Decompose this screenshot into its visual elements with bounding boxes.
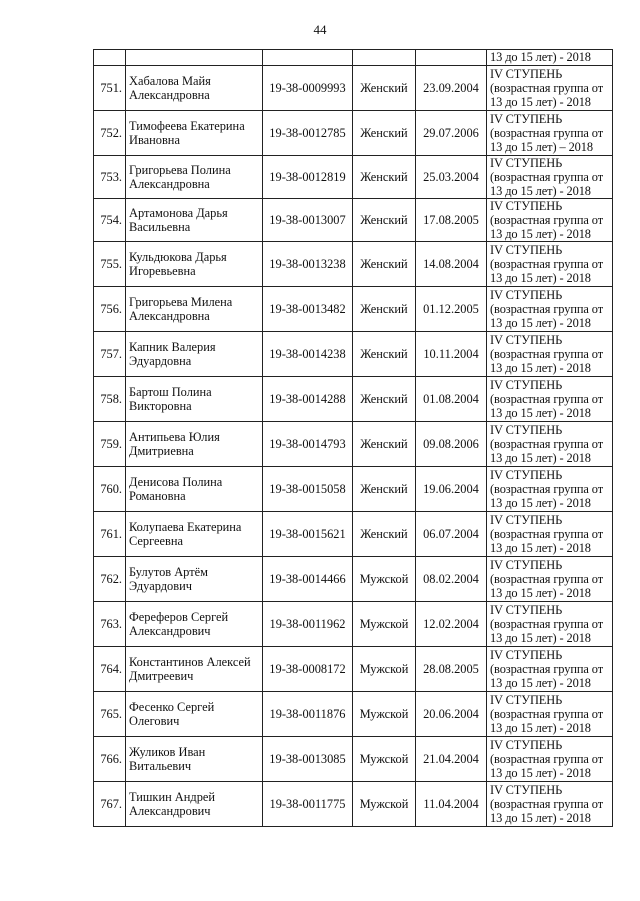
stage-line: IV СТУПЕНЬ <box>490 112 563 126</box>
cell-num: 761. <box>94 512 126 557</box>
stage-line: (возрастная группа от <box>490 437 604 451</box>
table-row <box>94 66 613 111</box>
cell-name: Капник Валерия Эдуардовна <box>126 332 263 377</box>
cell-sex: Женский <box>353 287 416 332</box>
cell-sex: Женский <box>353 111 416 156</box>
stage-line: IV СТУПЕНЬ <box>490 199 563 213</box>
cell-id: 19-38-0015621 <box>263 512 353 557</box>
cell-sex: Женский <box>353 156 416 199</box>
stage-line: IV СТУПЕНЬ <box>490 243 563 257</box>
cell-stage <box>487 111 613 156</box>
stage-line: 13 до 15 лет) - 2018 <box>490 271 591 285</box>
stage-line: (возрастная группа от <box>490 527 604 541</box>
page-number: 44 <box>313 22 327 37</box>
cell-name: Булутов Артём Эдуардович <box>126 557 263 602</box>
cell-stage <box>487 512 613 557</box>
cell-name <box>126 50 263 66</box>
stage-line: IV СТУПЕНЬ <box>490 513 563 527</box>
stage-line: 13 до 15 лет) - 2018 <box>490 451 591 465</box>
stage-line: 13 до 15 лет) - 2018 <box>490 95 591 109</box>
cell-num: 765. <box>94 692 126 737</box>
cell-dob: 08.02.2004 <box>416 557 487 602</box>
stage-line: (возрастная группа от <box>490 617 604 631</box>
stage-line: (возрастная группа от <box>490 707 604 721</box>
stage-line: (возрастная группа от <box>490 572 604 586</box>
cell-sex: Женский <box>353 199 416 242</box>
cell-num: 766. <box>94 737 126 782</box>
table-row <box>94 156 613 199</box>
cell-id: 19-38-0015058 <box>263 467 353 512</box>
cell-name: Хабалова Майя Александровна <box>126 66 263 111</box>
cell-dob: 17.08.2005 <box>416 199 487 242</box>
cell-sex: Женский <box>353 512 416 557</box>
cell-stage <box>487 66 613 111</box>
cell-name: Кульдюкова Дарья Игоревьевна <box>126 242 263 287</box>
stage-line: (возрастная группа от <box>490 347 604 361</box>
stage-line: (возрастная группа от <box>490 797 604 811</box>
cell-id: 19-38-0013238 <box>263 242 353 287</box>
stage-line: 13 до 15 лет) - 2018 <box>490 811 591 825</box>
cell-name: Антипьева Юлия Дмитриевна <box>126 422 263 467</box>
stage-line: IV СТУПЕНЬ <box>490 603 563 617</box>
stage-line: (возрастная группа от <box>490 170 604 184</box>
table-row <box>94 692 613 737</box>
cell-name: Константинов Алексей Дмитреевич <box>126 647 263 692</box>
cell-num: 764. <box>94 647 126 692</box>
cell-num: 760. <box>94 467 126 512</box>
cell-dob: 09.08.2006 <box>416 422 487 467</box>
cell-name: Тимофеева Екатерина Ивановна <box>126 111 263 156</box>
cell-name: Григорьева Полина Александровна <box>126 156 263 199</box>
stage-line: 13 до 15 лет) - 2018 <box>490 541 591 555</box>
stage-line: (возрастная группа от <box>490 81 604 95</box>
cell-id: 19-38-0014793 <box>263 422 353 467</box>
cell-num: 752. <box>94 111 126 156</box>
cell-sex: Женский <box>353 377 416 422</box>
cell-name: Колупаева Екатерина Сергеевна <box>126 512 263 557</box>
stage-line: IV СТУПЕНЬ <box>490 333 563 347</box>
cell-name: Григорьева Милена Александровна <box>126 287 263 332</box>
cell-stage <box>487 647 613 692</box>
table-row <box>94 287 613 332</box>
cell-dob: 21.04.2004 <box>416 737 487 782</box>
cell-id: 19-38-0013007 <box>263 199 353 242</box>
cell-num: 767. <box>94 782 126 827</box>
cell-id: 19-38-0014466 <box>263 557 353 602</box>
cell-stage <box>487 332 613 377</box>
stage-line: IV СТУПЕНЬ <box>490 693 563 707</box>
cell-name: Тишкин Андрей Александрович <box>126 782 263 827</box>
registry-table <box>93 49 613 827</box>
cell-id <box>263 50 353 66</box>
cell-stage <box>487 287 613 332</box>
cell-num <box>94 50 126 66</box>
cell-stage <box>487 377 613 422</box>
stage-line: IV СТУПЕНЬ <box>490 738 563 752</box>
stage-line: (возрастная группа от <box>490 752 604 766</box>
cell-id: 19-38-0012819 <box>263 156 353 199</box>
cell-id: 19-38-0009993 <box>263 66 353 111</box>
cell-dob: 29.07.2006 <box>416 111 487 156</box>
stage-line: 13 до 15 лет) - 2018 <box>490 316 591 330</box>
stage-line: 13 до 15 лет) - 2018 <box>490 227 591 241</box>
cell-name: Жуликов Иван Витальевич <box>126 737 263 782</box>
cell-sex: Женский <box>353 467 416 512</box>
stage-line: IV СТУПЕНЬ <box>490 468 563 482</box>
cell-id: 19-38-0012785 <box>263 111 353 156</box>
cell-num: 755. <box>94 242 126 287</box>
stage-line: 13 до 15 лет) - 2018 <box>490 184 591 198</box>
stage-line: 13 до 15 лет) - 2018 <box>490 586 591 600</box>
cell-dob: 10.11.2004 <box>416 332 487 377</box>
stage-line: 13 до 15 лет) - 2018 <box>490 496 591 510</box>
stage-line: (возрастная группа от <box>490 257 604 271</box>
stage-line: IV СТУПЕНЬ <box>490 423 563 437</box>
cell-name: Фесенко Сергей Олегович <box>126 692 263 737</box>
stage-line: IV СТУПЕНЬ <box>490 558 563 572</box>
cell-dob <box>416 50 487 66</box>
stage-line: (возрастная группа от <box>490 213 604 227</box>
cell-sex: Женский <box>353 66 416 111</box>
cell-num: 754. <box>94 199 126 242</box>
stage-line: 13 до 15 лет) - 2018 <box>490 766 591 780</box>
cell-id: 19-38-0008172 <box>263 647 353 692</box>
table-row <box>94 242 613 287</box>
cell-dob: 25.03.2004 <box>416 156 487 199</box>
cell-num: 756. <box>94 287 126 332</box>
cell-stage <box>487 557 613 602</box>
cell-num: 759. <box>94 422 126 467</box>
cell-num: 762. <box>94 557 126 602</box>
table-row <box>94 737 613 782</box>
cell-dob: 28.08.2005 <box>416 647 487 692</box>
stage-line: 13 до 15 лет) - 2018 <box>490 631 591 645</box>
cell-stage <box>487 782 613 827</box>
cell-sex: Мужской <box>353 602 416 647</box>
stage-line: 13 до 15 лет) – 2018 <box>490 140 593 154</box>
cell-num: 753. <box>94 156 126 199</box>
stage-line: IV СТУПЕНЬ <box>490 156 563 170</box>
table-row <box>94 782 613 827</box>
stage-line: 13 до 15 лет) - 2018 <box>490 676 591 690</box>
stage-line: 13 до 15 лет) - 2018 <box>490 361 591 375</box>
cell-num: 757. <box>94 332 126 377</box>
cell-id: 19-38-0011775 <box>263 782 353 827</box>
cell-stage <box>487 199 613 242</box>
cell-stage <box>487 467 613 512</box>
cell-dob: 23.09.2004 <box>416 66 487 111</box>
table-row <box>94 647 613 692</box>
registry-table-body <box>94 50 613 827</box>
cell-name: Бартош Полина Викторовна <box>126 377 263 422</box>
cell-name: Фереферов Сергей Александрович <box>126 602 263 647</box>
cell-sex: Мужской <box>353 737 416 782</box>
cell-stage <box>487 692 613 737</box>
stage-line: (возрастная группа от <box>490 392 604 406</box>
cell-stage <box>487 242 613 287</box>
cell-dob: 01.08.2004 <box>416 377 487 422</box>
table-row <box>94 377 613 422</box>
table-row <box>94 602 613 647</box>
cell-stage <box>487 156 613 199</box>
cell-id: 19-38-0011876 <box>263 692 353 737</box>
cell-sex: Мужской <box>353 782 416 827</box>
cell-sex: Мужской <box>353 647 416 692</box>
cell-dob: 20.06.2004 <box>416 692 487 737</box>
cell-id: 19-38-0011962 <box>263 602 353 647</box>
cell-sex: Мужской <box>353 557 416 602</box>
table-row <box>94 512 613 557</box>
stage-line: IV СТУПЕНЬ <box>490 783 563 797</box>
cell-name: Денисова Полина Романовна <box>126 467 263 512</box>
cell-stage <box>487 602 613 647</box>
table-row-continued <box>94 50 613 66</box>
cell-sex: Женский <box>353 242 416 287</box>
stage-line: 13 до 15 лет) - 2018 <box>490 406 591 420</box>
cell-name: Артамонова Дарья Васильевна <box>126 199 263 242</box>
cell-sex <box>353 50 416 66</box>
table-row <box>94 111 613 156</box>
table-row <box>94 467 613 512</box>
cell-stage-continued: 13 до 15 лет) - 2018 <box>487 50 613 66</box>
table-row <box>94 332 613 377</box>
cell-id: 19-38-0014238 <box>263 332 353 377</box>
cell-id: 19-38-0013482 <box>263 287 353 332</box>
stage-line: (возрастная группа от <box>490 302 604 316</box>
table-row <box>94 557 613 602</box>
cell-dob: 14.08.2004 <box>416 242 487 287</box>
stage-line: IV СТУПЕНЬ <box>490 288 563 302</box>
cell-num: 763. <box>94 602 126 647</box>
table-row <box>94 199 613 242</box>
stage-line: IV СТУПЕНЬ <box>490 648 563 662</box>
cell-num: 751. <box>94 66 126 111</box>
cell-num: 758. <box>94 377 126 422</box>
cell-dob: 01.12.2005 <box>416 287 487 332</box>
cell-dob: 19.06.2004 <box>416 467 487 512</box>
table-row <box>94 422 613 467</box>
stage-line: 13 до 15 лет) - 2018 <box>490 721 591 735</box>
stage-line: (возрастная группа от <box>490 482 604 496</box>
cell-id: 19-38-0014288 <box>263 377 353 422</box>
cell-stage <box>487 422 613 467</box>
cell-dob: 06.07.2004 <box>416 512 487 557</box>
cell-sex: Женский <box>353 332 416 377</box>
cell-dob: 11.04.2004 <box>416 782 487 827</box>
cell-id: 19-38-0013085 <box>263 737 353 782</box>
cell-sex: Мужской <box>353 692 416 737</box>
stage-line: (возрастная группа от <box>490 662 604 676</box>
stage-line: (возрастная группа от <box>490 126 604 140</box>
stage-line: IV СТУПЕНЬ <box>490 378 563 392</box>
cell-stage <box>487 737 613 782</box>
cell-dob: 12.02.2004 <box>416 602 487 647</box>
cell-sex: Женский <box>353 422 416 467</box>
stage-line: IV СТУПЕНЬ <box>490 67 563 81</box>
